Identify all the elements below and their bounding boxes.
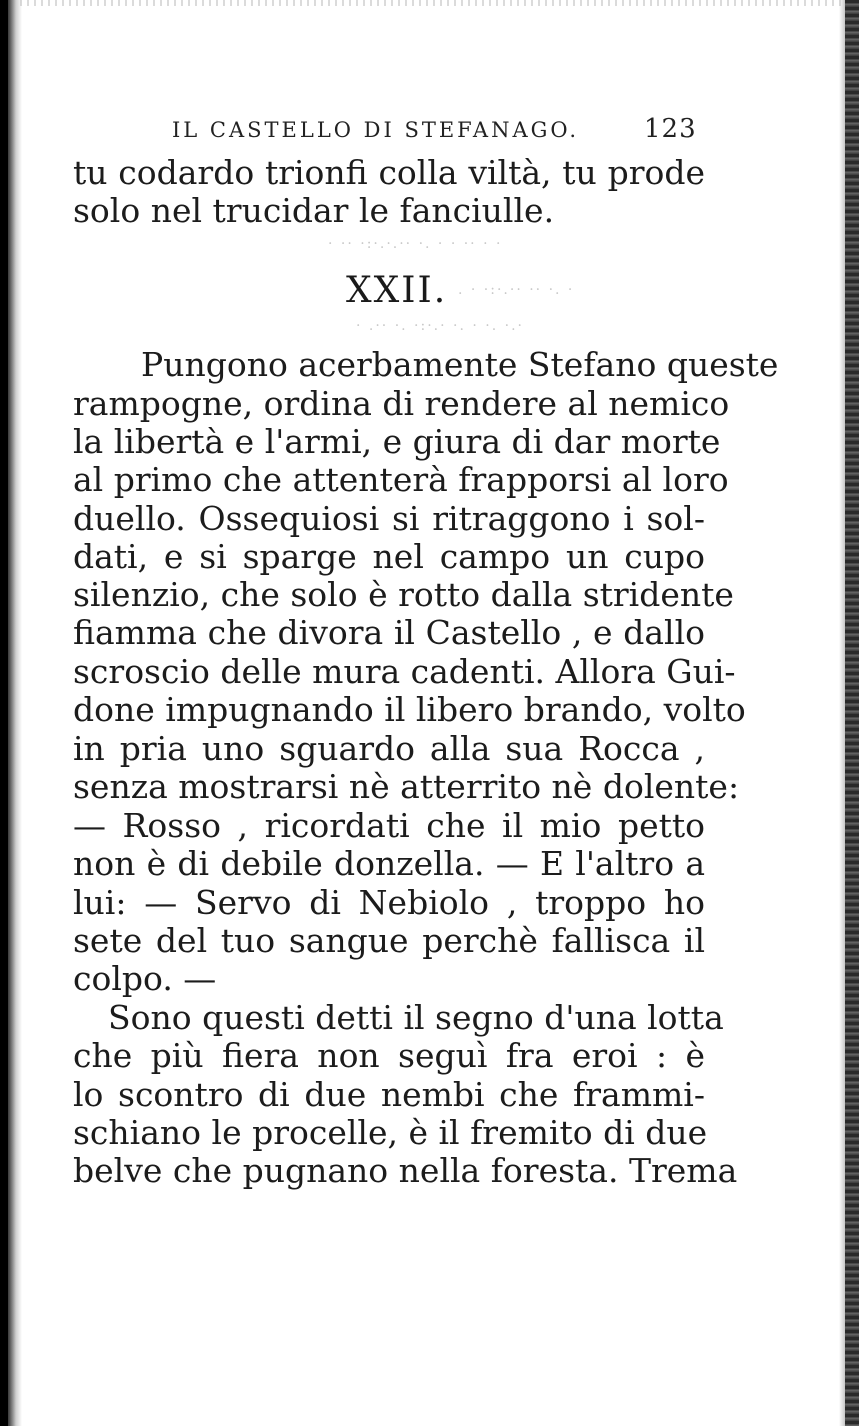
text-line: schiano le procelle, è il fremito di due <box>73 1113 708 1152</box>
text-line: scroscio delle mura cadenti. Allora Gui- <box>73 652 736 691</box>
scan-noise-top <box>20 0 845 6</box>
text-line: tu codardo trionfi colla viltà, tu prode <box>73 153 705 192</box>
page-number: 123 <box>644 114 697 144</box>
text-line: lui: — Servo di Nebiolo , troppo ho <box>73 883 705 922</box>
text-line: dati, e si sparge nel campo un cupo <box>73 537 705 576</box>
text-line: al primo che attenterà frapporsi al loro <box>73 460 729 499</box>
binding-shadow <box>0 0 8 1426</box>
text-line: lo scontro di due nembi che frammi- <box>73 1075 705 1114</box>
text-line: Sono questi detti il segno d'una lotta <box>108 998 724 1037</box>
text-line: — Rosso , ricordati che il mio petto <box>73 806 705 845</box>
text-line: la libertà e l'armi, e giura di dar morte <box>73 422 721 461</box>
text-line: silenzio, che solo è rotto dalla stridente <box>73 575 734 614</box>
running-head: IL CASTELLO DI STEFANAGO. <box>172 118 580 142</box>
ink-bleed-through: · ·· ·:·.·.·· ·. · · ·· · · <box>328 236 503 252</box>
text-line: sete del tuo sangue perchè fallisca il <box>73 921 705 960</box>
page-right-edge <box>845 0 859 1426</box>
text-line: fiamma che divora il Castello , e dallo <box>73 613 705 652</box>
text-line: colpo. — <box>73 959 217 998</box>
text-line: in pria uno sguardo alla sua Rocca , <box>73 729 705 768</box>
ink-bleed-through: · .·· ·. ·:·.· ·. · ·. ·.· <box>356 318 524 334</box>
text-line: Pungono acerbamente Stefano queste <box>141 345 779 384</box>
text-line: solo nel trucidar le fanciulle. <box>73 191 555 230</box>
text-line: che più fiera non seguì fra eroi : è <box>73 1036 705 1075</box>
text-line: non è di debile donzella. — E l'altro a <box>73 844 705 883</box>
section-heading: XXII. <box>346 270 448 311</box>
text-line: duello. Ossequiosi si ritraggono i sol- <box>73 499 705 538</box>
text-line: done impugnando il libero brando, volto <box>73 690 746 729</box>
text-line: rampogne, ordina di rendere al nemico <box>73 384 730 423</box>
ink-bleed-through: . · ·:·.·· ·· ·. · <box>458 282 575 298</box>
text-line: belve che pugnano nella foresta. Trema <box>73 1151 738 1190</box>
text-line: senza mostrarsi nè atterrito nè dolente: <box>73 767 740 806</box>
